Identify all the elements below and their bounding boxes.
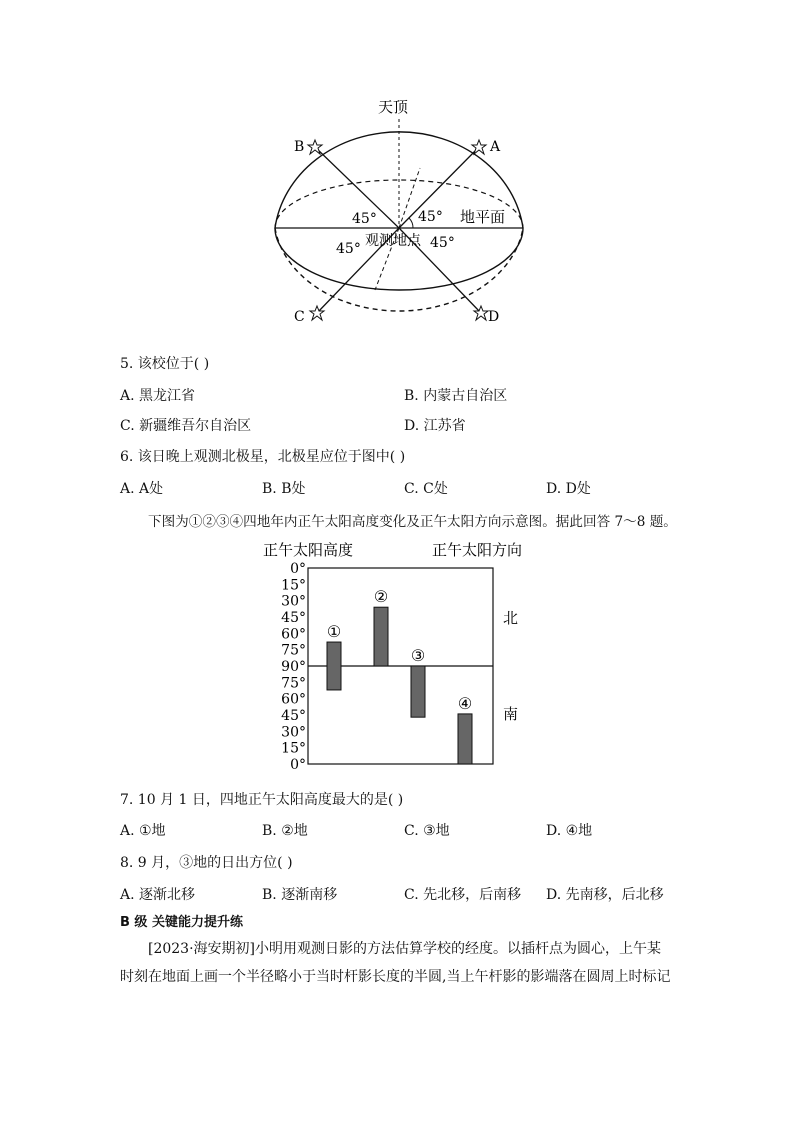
angle-top-right: 45° [418, 209, 443, 225]
paragraph-b-line-1: [2023·海安期初]小明用观测日影的方法估算学校的经度。以插杆点为圆心，上午某 [148, 941, 662, 957]
q7-option-c[interactable]: C. ③地 [404, 823, 450, 839]
y-tick-label: 30° [281, 724, 306, 741]
q5-option-a[interactable]: A. 黑龙江省 [120, 388, 196, 404]
side-label-south: 南 [503, 705, 519, 723]
intro-7-8: 下图为①②③④四地年内正午太阳高度变化及正午太阳方向示意图。据此回答 7～8 题。 [148, 514, 677, 530]
side-label-north: 北 [503, 609, 519, 627]
question-5-stem: 5. 该校位于( ) [120, 356, 210, 372]
q5-option-b[interactable]: B. 内蒙古自治区 [404, 388, 508, 404]
label-c: C [294, 309, 305, 325]
section-b-heading: B 级 关键能力提升练 [120, 915, 243, 930]
bar-label-1: ① [326, 622, 342, 642]
y-tick-label: 75° [281, 642, 306, 659]
y-tick-label: 60° [281, 626, 306, 643]
angle-bottom-right: 45° [430, 235, 455, 251]
angle-bottom-left: 45° [336, 241, 361, 257]
q8-option-c[interactable]: C. 先北移，后南移 [404, 887, 522, 903]
q7-option-b[interactable]: B. ②地 [262, 823, 308, 839]
q7-option-d[interactable]: D. ④地 [546, 823, 593, 839]
angle-arc [409, 218, 413, 228]
bar-label-3: ③ [410, 646, 426, 665]
celestial-sphere-figure [270, 95, 530, 330]
chart-title-right: 正午太阳方向 [432, 541, 523, 559]
q6-option-d[interactable]: D. D处 [546, 481, 591, 497]
observer-label: 观测地点 [365, 233, 421, 249]
y-tick-label: 75° [281, 675, 306, 692]
noon-sun-chart [255, 535, 555, 775]
y-tick-label: 15° [281, 740, 306, 757]
bar-label-4: ④ [457, 693, 473, 713]
y-tick-label: 60° [281, 691, 306, 708]
y-tick-label: 45° [281, 610, 306, 626]
y-tick-label: 90° [281, 659, 306, 675]
y-tick-label: 0° [290, 561, 306, 577]
question-7-stem: 7. 10 月 1 日，四地正午太阳高度最大的是( ) [120, 792, 404, 808]
bar-1 [327, 642, 341, 690]
bar-4 [458, 714, 472, 764]
q7-option-a[interactable]: A. ①地 [120, 823, 166, 839]
bar-2 [374, 607, 388, 666]
label-b: B [294, 139, 305, 155]
question-8-stem: 8. 9 月，③地的日出方位( ) [120, 855, 293, 871]
horizon-label: 地平面 [460, 208, 506, 226]
q6-option-a[interactable]: A. A处 [120, 481, 164, 497]
bar-label-2: ② [373, 587, 389, 607]
label-d: D [488, 309, 500, 325]
y-tick-label: 0° [290, 757, 306, 773]
bar-3 [411, 666, 425, 717]
paragraph-b-line-2: 时刻在地面上画一个半径略小于当时杆影长度的半圆,当上午杆影的影端落在圆周上时标记 [120, 969, 671, 985]
angle-top-left: 45° [352, 211, 377, 227]
q5-option-c[interactable]: C. 新疆维吾尔自治区 [120, 418, 252, 434]
question-6-stem: 6. 该日晚上观测北极星，北极星应位于图中( ) [120, 449, 406, 465]
q6-option-c[interactable]: C. C处 [404, 481, 448, 497]
y-tick-label: 15° [281, 577, 306, 594]
y-tick-label: 45° [281, 708, 306, 724]
q5-option-d[interactable]: D. 江苏省 [404, 418, 466, 434]
chart-title-left: 正午太阳高度 [263, 541, 354, 559]
q8-option-a[interactable]: A. 逐渐北移 [120, 887, 196, 903]
zenith-label: 天顶 [378, 98, 409, 116]
y-tick-label: 30° [281, 593, 306, 610]
label-a: A [490, 139, 501, 155]
q8-option-b[interactable]: B. 逐渐南移 [262, 887, 338, 903]
q6-option-b[interactable]: B. B处 [262, 481, 306, 497]
q8-option-d[interactable]: D. 先南移，后北移 [546, 887, 664, 903]
